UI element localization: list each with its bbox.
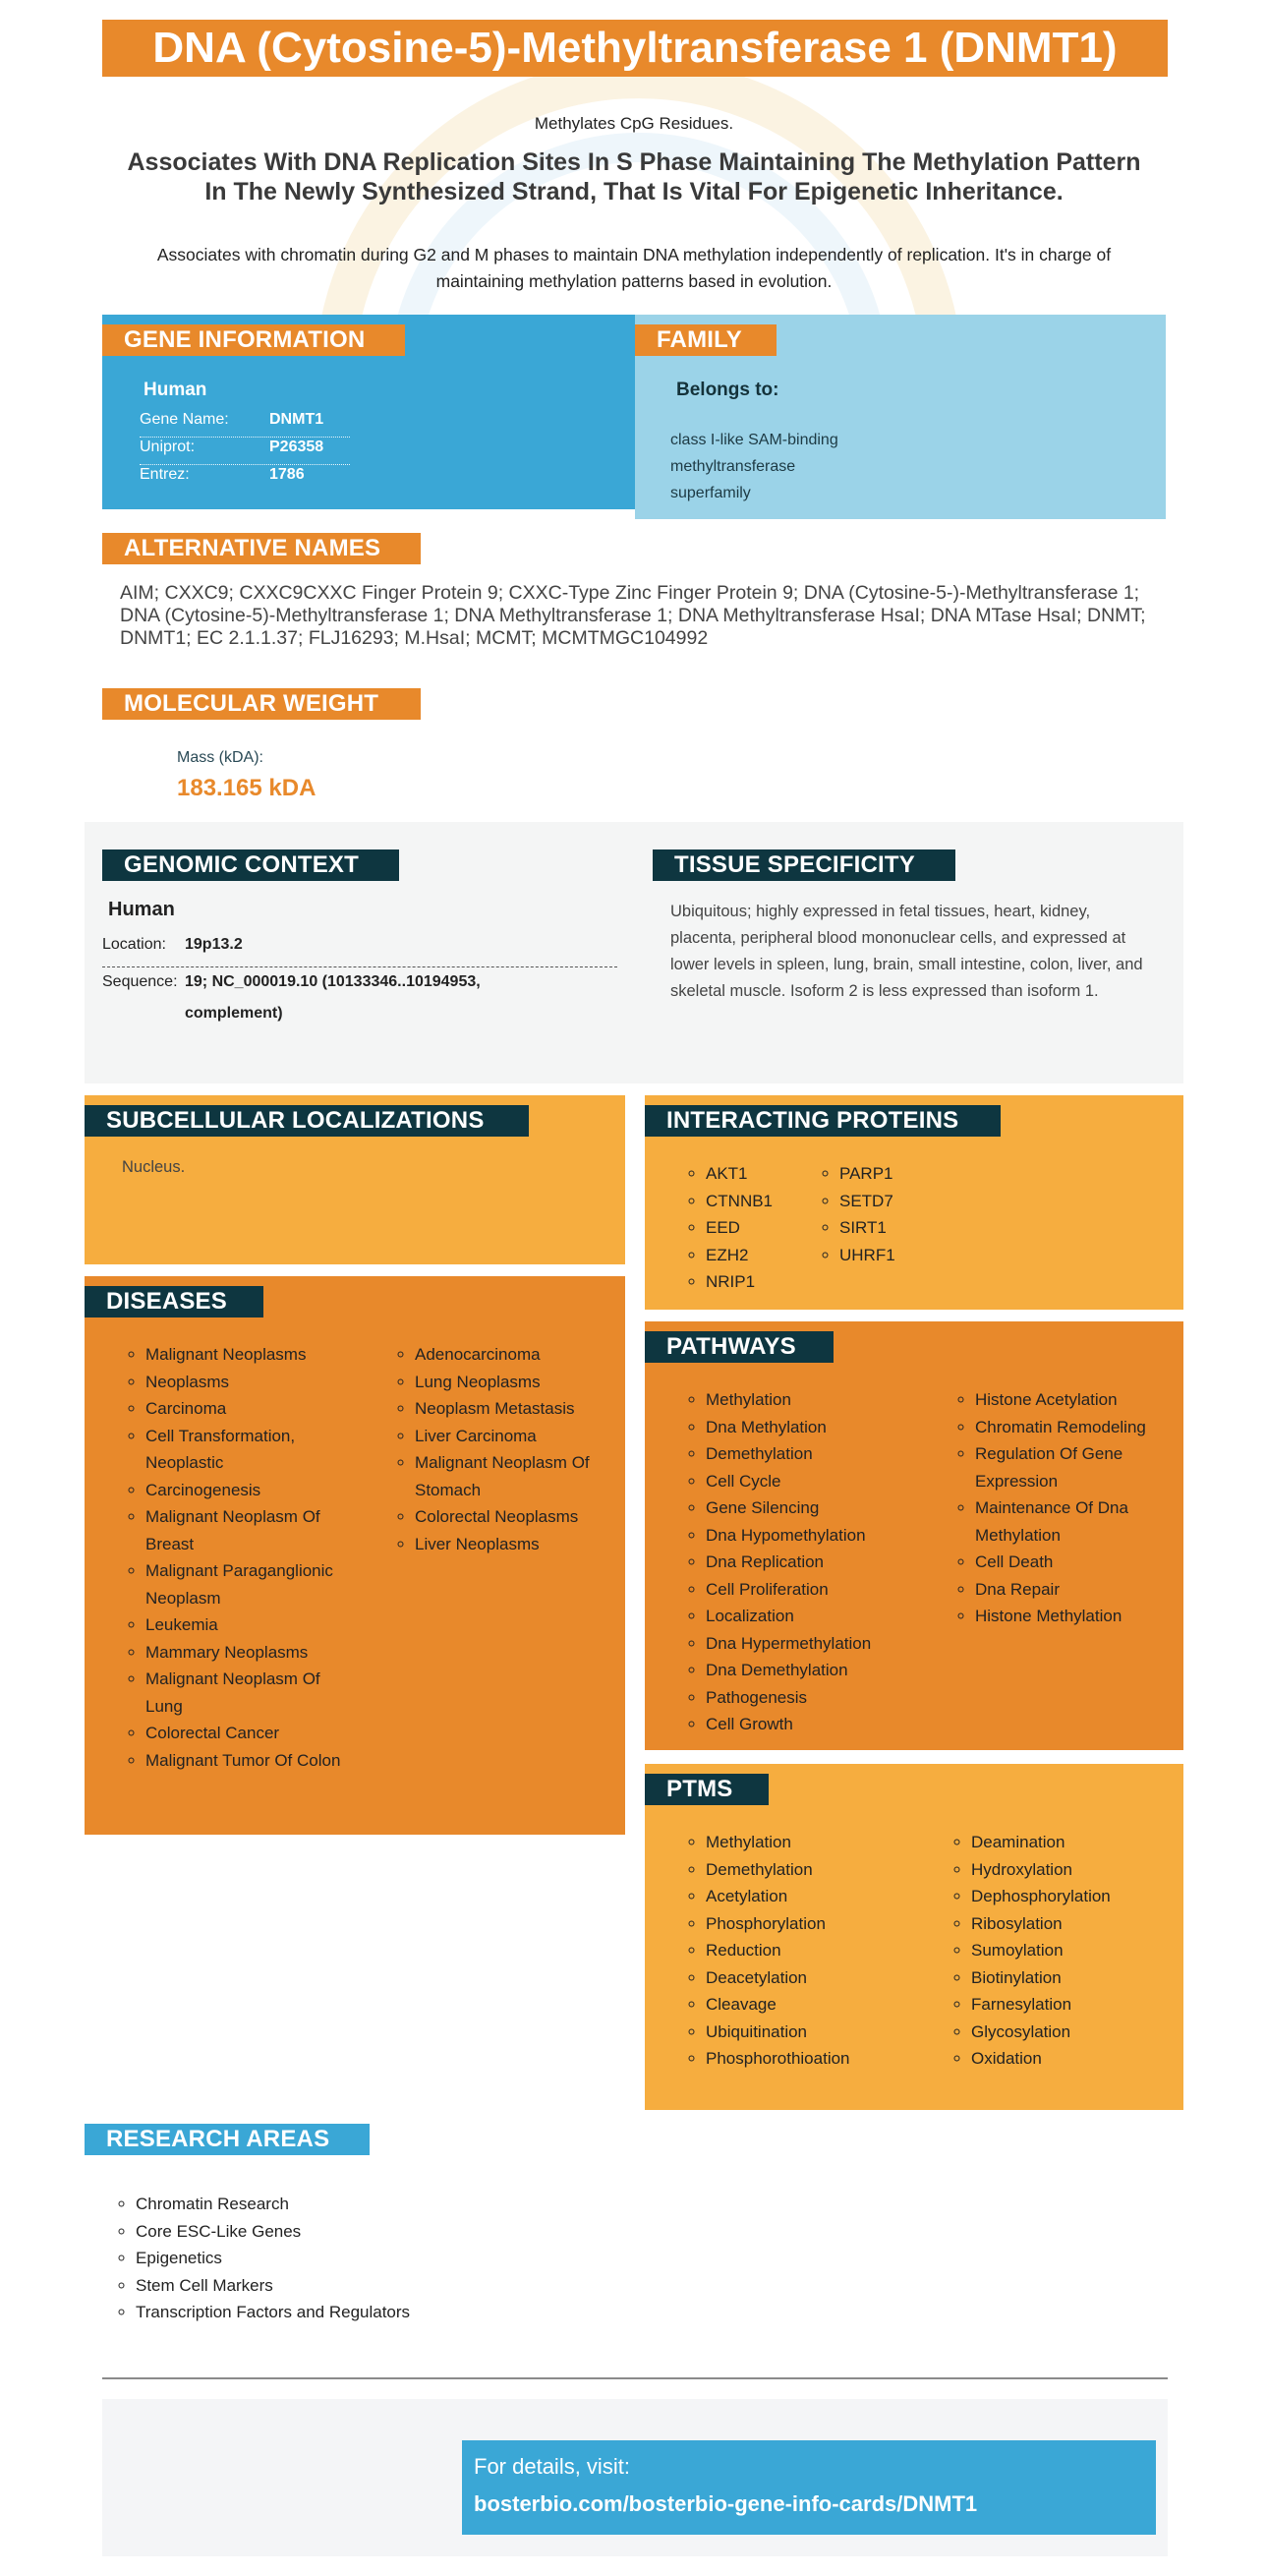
gene-name-row xyxy=(140,411,350,438)
list-item: ◦ Malignant Neoplasm Of Lung xyxy=(145,1666,352,1720)
sequence-value-line2: complement) xyxy=(185,1005,283,1022)
ptms-heading: PTMS xyxy=(645,1774,769,1805)
list-item: ◦ Methylation xyxy=(706,1829,951,1856)
pathways-list-col1 xyxy=(684,1386,951,1738)
list-item: ◦ Transcription Factors and Regulators xyxy=(136,2299,411,2326)
pathways-list-col2 xyxy=(953,1386,1201,1630)
list-item: ◦ Histone Acetylation xyxy=(975,1386,1201,1414)
intro-headline: Associates With DNA Replication Sites In S Phase Maintaining The Methylation Pattern In The Newly Synthesized Strand, That Is Vital For Epigenetic Inheritance. xyxy=(127,148,1141,205)
diseases-list-col1 xyxy=(124,1341,352,1774)
intro-body: Associates with chromatin during G2 and M phases to maintain DNA methylation independently of replication. It's in charge of maintaining methylation patterns based in evolution. xyxy=(156,245,1112,291)
list-item: ◦ Phosphorothioation xyxy=(706,2045,951,2073)
list-item: ◦ Core ESC-Like Genes xyxy=(136,2218,411,2246)
list-item: ◦ Cell Cycle xyxy=(706,1468,951,1495)
list-item: ◦ Pathogenesis xyxy=(706,1684,951,1712)
entrez-row xyxy=(140,466,350,492)
list-item: ◦ Ribosylation xyxy=(971,1910,1197,1938)
list-item: ◦ Liver Neoplasms xyxy=(415,1531,641,1558)
list-item: ◦ AKT1 xyxy=(706,1160,824,1188)
list-item: ◦ Maintenance Of Dna Methylation xyxy=(975,1494,1201,1549)
list-item: ◦ Carcinogenesis xyxy=(145,1477,352,1504)
list-item: ◦ Liver Carcinoma xyxy=(415,1423,641,1450)
page-title: DNA (Cytosine-5)-Methyltransferase 1 (DNMT1) xyxy=(102,20,1168,77)
list-item: ◦ Leukemia xyxy=(145,1611,352,1639)
gene-name-key: Gene Name: xyxy=(140,411,229,428)
list-item: ◦ Stem Cell Markers xyxy=(136,2272,411,2300)
list-item: ◦ Biotinylation xyxy=(971,1964,1197,1992)
list-item: ◦ Mammary Neoplasms xyxy=(145,1639,352,1667)
footer-url[interactable]: bosterbio.com/bosterbio-gene-info-cards/DNMT1 xyxy=(474,2491,978,2516)
list-item: ◦ Epigenetics xyxy=(136,2245,411,2272)
list-item: ◦ Acetylation xyxy=(706,1883,951,1910)
list-item: ◦ Cell Growth xyxy=(706,1711,951,1738)
location-value: 19p13.2 xyxy=(185,936,243,953)
footer-link-box[interactable] xyxy=(462,2440,1156,2535)
list-item: ◦ SETD7 xyxy=(839,1188,957,1215)
footer-divider xyxy=(102,2377,1168,2379)
list-item: ◦ Dna Methylation xyxy=(706,1414,951,1441)
sequence-key: Sequence: xyxy=(102,973,178,990)
list-item: ◦ Dna Repair xyxy=(975,1576,1201,1604)
list-item: ◦ Malignant Paraganglionic Neoplasm xyxy=(145,1557,352,1611)
list-item: ◦ Dephosphorylation xyxy=(971,1883,1197,1910)
mol-weight-heading: MOLECULAR WEIGHT xyxy=(102,688,421,720)
list-item: ◦ Demethylation xyxy=(706,1440,951,1468)
list-item: ◦ Chromatin Remodeling xyxy=(975,1414,1201,1441)
list-item: ◦ Malignant Neoplasms xyxy=(145,1341,352,1369)
list-item: ◦ Dna Demethylation xyxy=(706,1657,951,1684)
list-item: ◦ Regulation Of Gene Expression xyxy=(975,1440,1201,1494)
list-item: ◦ Farnesylation xyxy=(971,1991,1197,2019)
list-item: ◦ Malignant Tumor Of Colon xyxy=(145,1747,352,1775)
list-item: ◦ Gene Silencing xyxy=(706,1494,951,1522)
list-item: ◦ Phosphorylation xyxy=(706,1910,951,1938)
entrez-value: 1786 xyxy=(269,466,305,483)
list-item: ◦ Cell Death xyxy=(975,1549,1201,1576)
pathways-heading: PATHWAYS xyxy=(645,1331,834,1363)
alt-names-heading: ALTERNATIVE NAMES xyxy=(102,533,421,564)
interacting-list-col1 xyxy=(684,1160,824,1296)
list-item: ◦ EZH2 xyxy=(706,1242,824,1269)
list-item: ◦ Oxidation xyxy=(971,2045,1197,2073)
list-item: ◦ Deacetylation xyxy=(706,1964,951,1992)
list-item: ◦ Colorectal Cancer xyxy=(145,1720,352,1747)
sequence-value-line1: 19; NC_000019.10 (10133346..10194953, xyxy=(185,973,481,990)
uniprot-row xyxy=(140,439,350,465)
list-item: ◦ Dna Hypermethylation xyxy=(706,1630,951,1658)
tissue-heading: TISSUE SPECIFICITY xyxy=(653,849,955,881)
gene-info-heading: GENE INFORMATION xyxy=(102,324,405,356)
diseases-heading: DISEASES xyxy=(85,1286,263,1317)
intro-line: Methylates CpG Residues. xyxy=(534,114,734,133)
list-item: ◦ Demethylation xyxy=(706,1856,951,1884)
list-item: ◦ SIRT1 xyxy=(839,1214,957,1242)
research-list xyxy=(114,2191,411,2326)
diseases-list-col2 xyxy=(393,1341,641,1557)
interacting-heading: INTERACTING PROTEINS xyxy=(645,1105,1001,1137)
list-item: ◦ Dna Replication xyxy=(706,1549,951,1576)
alt-names-text: AIM; CXXC9; CXXC9CXXC Finger Protein 9; CXXC-Type Zinc Finger Protein 9; DNA (Cytosine-5-)-Methyltransferase 1; DNA (Cytosine-5)-Methyltransferase 1; DNA Methyltransferase 1; DNA Methyltransferase HsaI; DNA MTase HsaI; DNMT; DNMT1; EC 2.1.1.37; FLJ16293; M.HsaI; MCMT; MCMTMGC104992 xyxy=(120,582,1146,649)
genomic-species: Human xyxy=(108,899,175,920)
gene-info-species: Human xyxy=(144,380,207,400)
list-item: ◦ CTNNB1 xyxy=(706,1188,824,1215)
list-item: ◦ Ubiquitination xyxy=(706,2019,951,2046)
gene-info-panel xyxy=(102,315,635,509)
list-item: ◦ Malignant Neoplasm Of Stomach xyxy=(415,1449,641,1503)
mass-value: 183.165 kDA xyxy=(177,775,316,801)
list-item: ◦ Lung Neoplasms xyxy=(415,1369,641,1396)
list-item: ◦ Localization xyxy=(706,1603,951,1630)
list-item: ◦ Histone Methylation xyxy=(975,1603,1201,1630)
mass-label: Mass (kDA): xyxy=(177,749,263,766)
list-item: ◦ EED xyxy=(706,1214,824,1242)
list-item: ◦ Reduction xyxy=(706,1937,951,1964)
family-heading: FAMILY xyxy=(635,324,777,356)
list-item: ◦ Adenocarcinoma xyxy=(415,1341,641,1369)
list-item: ◦ Cleavage xyxy=(706,1991,951,2019)
list-item: ◦ Methylation xyxy=(706,1386,951,1414)
family-label: Belongs to: xyxy=(676,380,779,400)
list-item: ◦ Cell Proliferation xyxy=(706,1576,951,1604)
genomic-heading: GENOMIC CONTEXT xyxy=(102,849,399,881)
list-item: ◦ Sumoylation xyxy=(971,1937,1197,1964)
list-item: ◦ Carcinoma xyxy=(145,1395,352,1423)
list-item: ◦ Glycosylation xyxy=(971,2019,1197,2046)
location-row xyxy=(102,936,617,967)
list-item: ◦ Cell Transformation, Neoplastic xyxy=(145,1423,352,1477)
research-heading: RESEARCH AREAS xyxy=(85,2124,370,2155)
ptms-list-col1 xyxy=(684,1829,951,2073)
list-item: ◦ Colorectal Neoplasms xyxy=(415,1503,641,1531)
interacting-list-col2 xyxy=(818,1160,957,1268)
subcellular-text: Nucleus. xyxy=(122,1158,186,1176)
uniprot-value: P26358 xyxy=(269,439,324,455)
family-value: class I-like SAM-binding methyltransferase superfamily xyxy=(670,432,838,501)
list-item: ◦ UHRF1 xyxy=(839,1242,957,1269)
list-item: ◦ Deamination xyxy=(971,1829,1197,1856)
entrez-key: Entrez: xyxy=(140,466,190,483)
list-item: ◦ Dna Hypomethylation xyxy=(706,1522,951,1550)
uniprot-key: Uniprot: xyxy=(140,439,196,455)
list-item: ◦ Hydroxylation xyxy=(971,1856,1197,1884)
subcellular-heading: SUBCELLULAR LOCALIZATIONS xyxy=(85,1105,529,1137)
ptms-list-col2 xyxy=(950,1829,1197,2073)
list-item: ◦ Neoplasms xyxy=(145,1369,352,1396)
tissue-text: Ubiquitous; highly expressed in fetal tissues, heart, kidney, placenta, peripheral blood mononuclear cells, and expressed at lower levels in spleen, lung, brain, small intestine, colon, liver, and skeletal muscle. Isoform 2 is less expressed than isoform 1. xyxy=(670,903,1143,1000)
list-item: ◦ PARP1 xyxy=(839,1160,957,1188)
list-item: ◦ NRIP1 xyxy=(706,1268,824,1296)
location-key: Location: xyxy=(102,936,166,953)
list-item: ◦ Malignant Neoplasm Of Breast xyxy=(145,1503,352,1557)
list-item: ◦ Neoplasm Metastasis xyxy=(415,1395,641,1423)
gene-name-value: DNMT1 xyxy=(269,411,324,428)
list-item: ◦ Chromatin Research xyxy=(136,2191,411,2218)
footer-line1: For details, visit: xyxy=(474,2454,630,2479)
family-panel xyxy=(635,315,1166,519)
